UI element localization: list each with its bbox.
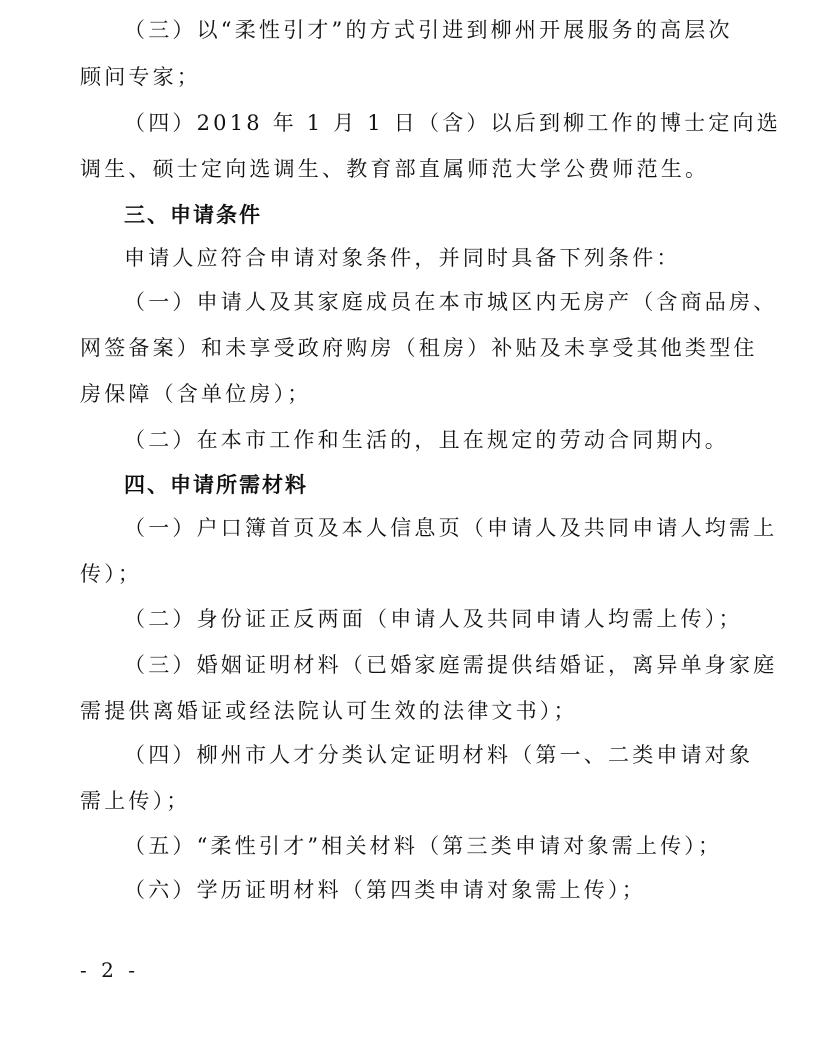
paragraph-line: 房保障（含单位房）；: [80, 382, 312, 406]
page-number: - 2 -: [80, 958, 139, 982]
paragraph-line: （一）申请人及其家庭成员在本市城区内无房产（含商品房、: [124, 290, 778, 314]
paragraph-line: （二）在本市工作和生活的，且在规定的劳动合同期内。: [124, 428, 729, 452]
paragraph-line: 需提供离婚证或经法院认可生效的法律文书）；: [80, 699, 578, 723]
paragraph-line: 网签备案）和未享受政府购房（租房）补贴及未享受其他类型住: [80, 336, 758, 360]
section-heading: 三、申请条件: [124, 203, 262, 227]
paragraph-line: 传）；: [80, 562, 143, 586]
paragraph-line: （三）婚姻证明材料（已婚家庭需提供结婚证，离异单身家庭: [124, 653, 778, 677]
paragraph-line: （三）以“柔性引才”的方式引进到柳州开展服务的高层次: [124, 18, 733, 42]
paragraph-line: （二）身份证正反两面（申请人及共同申请人均需上传）；: [124, 607, 743, 631]
paragraph-line: 顾问专家；: [80, 65, 201, 89]
paragraph-line: 需上传）；: [80, 789, 191, 813]
paragraph-line: （六）学历证明材料（第四类申请对象需上传）；: [124, 878, 646, 902]
paragraph-line: （一）户口簿首页及本人信息页（申请人及共同申请人均需上: [124, 516, 778, 540]
paragraph-line: 申请人应符合申请对象条件，并同时具备下列条件：: [124, 246, 681, 270]
paragraph-line: （四）2018 年 1 月 1 日（含）以后到柳工作的博士定向选: [124, 111, 781, 135]
paragraph-line: （五）“柔性引才”相关材料（第三类申请对象需上传）；: [124, 834, 723, 858]
paragraph-line: （四）柳州市人才分类认定证明材料（第一、二类申请对象: [124, 743, 754, 767]
paragraph-line: 调生、硕士定向选调生、教育部直属师范大学公费师范生。: [80, 157, 710, 181]
section-heading: 四、申请所需材料: [124, 473, 308, 497]
